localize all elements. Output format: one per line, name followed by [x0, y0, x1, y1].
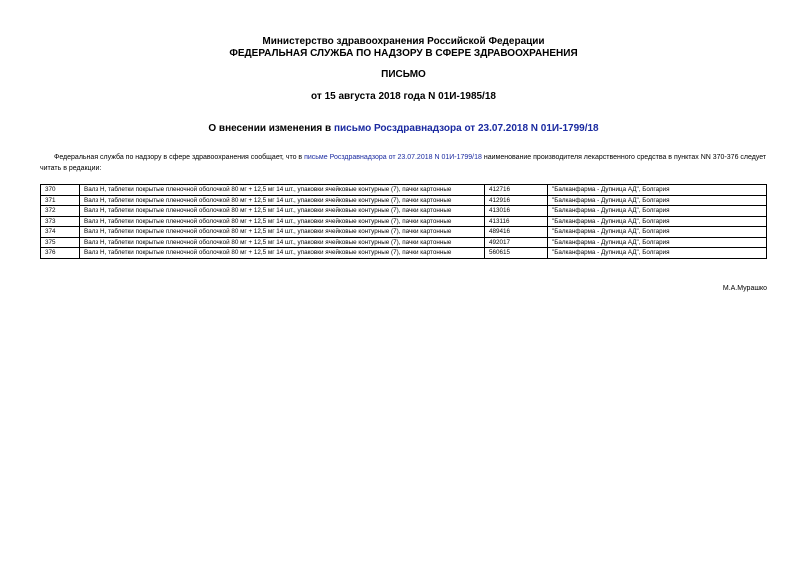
table-row: [41, 237, 767, 248]
ministry-title: Министерство здравоохранения Российской Федерации: [262, 36, 545, 47]
items-table: [40, 184, 767, 259]
subject-prefix: О внесении изменения в: [208, 123, 334, 134]
row-code: 412716: [485, 185, 548, 196]
row-manufacturer: "Балканфарма - Дупница АД", Болгария: [548, 185, 767, 196]
service-title: ФЕДЕРАЛЬНАЯ СЛУЖБА ПО НАДЗОРУ В СФЕРЕ ЗДРАВООХРАНЕНИЯ: [229, 48, 578, 59]
row-drug-name: Валз Н, таблетки покрытые пленочной оболочкой 80 мг + 12,5 мг 14 шт., упаковки ячейковые контурные (7), пачки картонные: [80, 185, 485, 196]
row-manufacturer: "Балканфарма - Дупница АД", Болгария: [548, 248, 767, 259]
document-type: ПИСЬМО: [381, 69, 426, 80]
row-code: 413116: [485, 216, 548, 227]
row-manufacturer: "Балканфарма - Дупница АД", Болгария: [548, 195, 767, 206]
row-drug-name: Валз Н, таблетки покрытые пленочной оболочкой 80 мг + 12,5 мг 14 шт., упаковки ячейковые контурные (7), пачки картонные: [80, 237, 485, 248]
row-drug-name: Валз Н, таблетки покрытые пленочной оболочкой 80 мг + 12,5 мг 14 шт., упаковки ячейковые контурные (7), пачки картонные: [80, 248, 485, 259]
table-row: [41, 195, 767, 206]
body-paragraph: [40, 152, 770, 174]
document-date: от 15 августа 2018 года N 01И-1985/18: [311, 91, 496, 102]
document-subject: [0, 123, 807, 134]
row-number: 373: [41, 216, 80, 227]
row-code: 489416: [485, 227, 548, 238]
row-drug-name: Валз Н, таблетки покрытые пленочной оболочкой 80 мг + 12,5 мг 14 шт., упаковки ячейковые контурные (7), пачки картонные: [80, 195, 485, 206]
subject-letter-link[interactable]: письмо Росздравнадзора от 23.07.2018 N 01И-1799/18: [333, 123, 599, 134]
body-letter-link[interactable]: письме Росздравнадзора от 23.07.2018 N 01И-1799/18: [304, 154, 482, 161]
row-code: 412916: [485, 195, 548, 206]
table-row: [41, 185, 767, 196]
table-row: [41, 206, 767, 217]
body-text-part2: наименование производителя лекарственного средства в пунктах NN 370-376 следует читать в редакции:: [40, 154, 767, 172]
row-drug-name: Валз Н, таблетки покрытые пленочной оболочкой 80 мг + 12,5 мг 14 шт., упаковки ячейковые контурные (7), пачки картонные: [80, 206, 485, 217]
row-code: 492017: [485, 237, 548, 248]
row-drug-name: Валз Н, таблетки покрытые пленочной оболочкой 80 мг + 12,5 мг 14 шт., упаковки ячейковые контурные (7), пачки картонные: [80, 216, 485, 227]
row-manufacturer: "Балканфарма - Дупница АД", Болгария: [548, 216, 767, 227]
row-number: 371: [41, 195, 80, 206]
table-row: [41, 216, 767, 227]
row-number: 372: [41, 206, 80, 217]
row-number: 370: [41, 185, 80, 196]
row-number: 374: [41, 227, 80, 238]
body-text-part1: Федеральная служба по надзору в сфере здравоохранения сообщает, что в: [54, 154, 305, 161]
row-manufacturer: "Балканфарма - Дупница АД", Болгария: [548, 206, 767, 217]
row-number: 376: [41, 248, 80, 259]
row-number: 375: [41, 237, 80, 248]
row-drug-name: Валз Н, таблетки покрытые пленочной оболочкой 80 мг + 12,5 мг 14 шт., упаковки ячейковые контурные (7), пачки картонные: [80, 227, 485, 238]
row-manufacturer: "Балканфарма - Дупница АД", Болгария: [548, 227, 767, 238]
table-row: [41, 248, 767, 259]
signature: М.А.Мурашко: [722, 285, 767, 292]
table-row: [41, 227, 767, 238]
row-manufacturer: "Балканфарма - Дупница АД", Болгария: [548, 237, 767, 248]
row-code: 560615: [485, 248, 548, 259]
row-code: 413016: [485, 206, 548, 217]
